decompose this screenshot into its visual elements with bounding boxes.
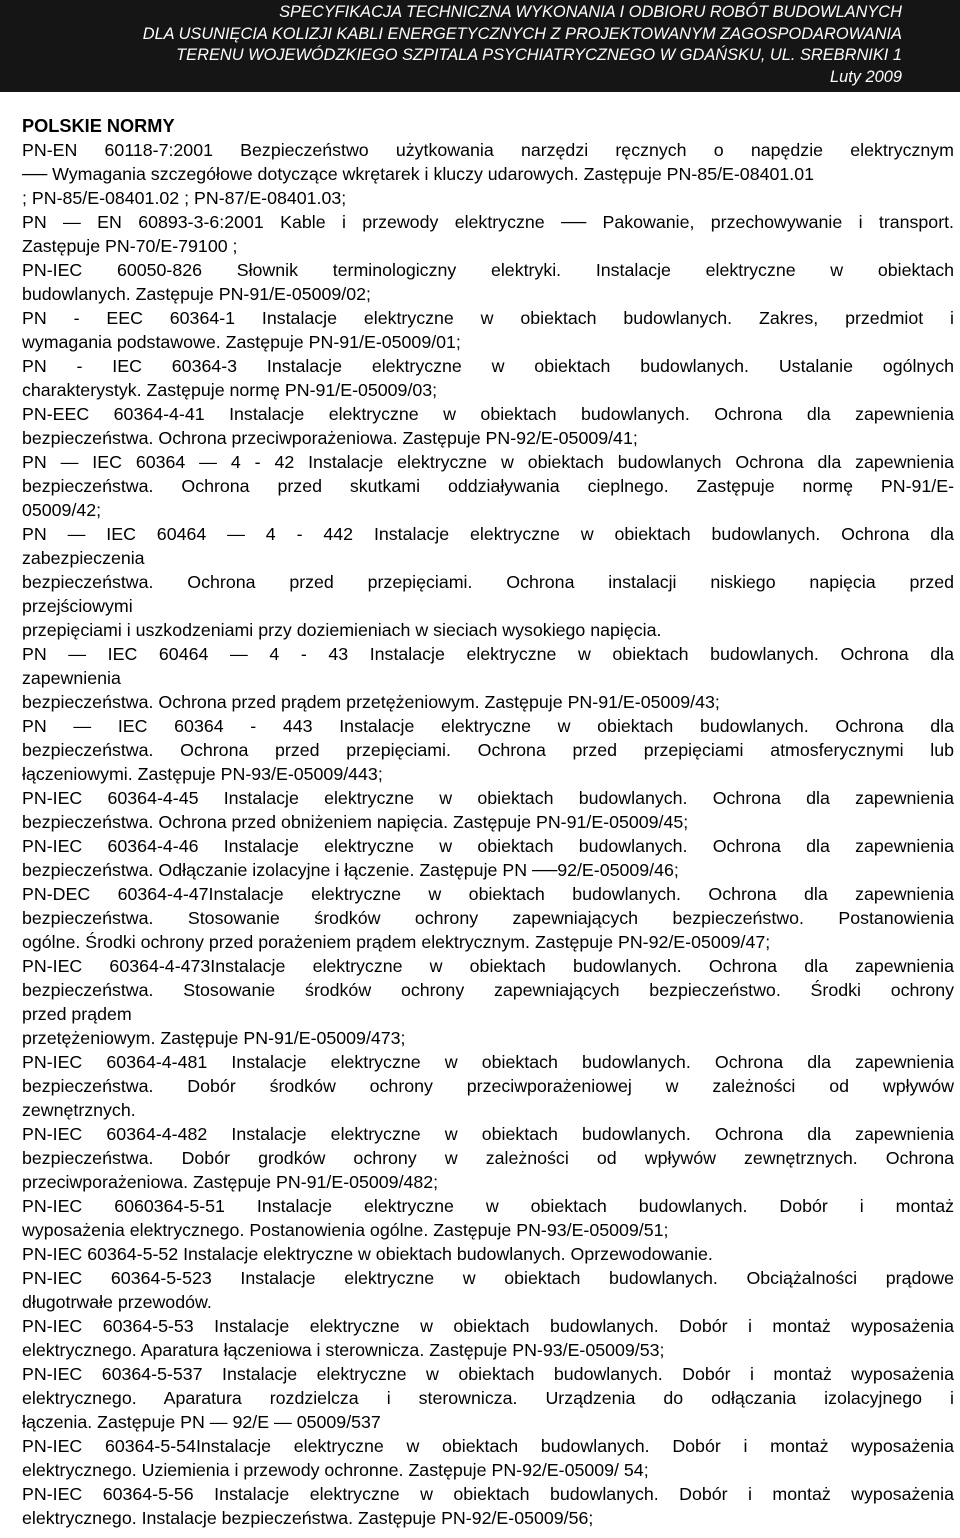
- text-line: PN-IEC 60364-5-53 Instalacje elektryczne w obiektach budowlanych. Dobór i montaż wyposażenia: [22, 1316, 954, 1336]
- text-line: bezpieczeństwa. Dobór grodków ochrony w zależności od wpływów zewnętrznych. Ochrona: [22, 1148, 954, 1168]
- header-date: Luty 2009: [830, 67, 902, 86]
- document-body: [22, 114, 954, 1530]
- text-line: PN-IEC 60364-4-481 Instalacje elektryczne w obiektach budowlanych. Ochrona dla zapewnienia: [22, 1052, 954, 1072]
- text-line: PN - IEC 60364-3 Instalacje elektryczne w obiektach budowlanych. Ustalanie ogólnych: [22, 356, 954, 376]
- text-line: zewnętrznych.: [22, 1100, 136, 1120]
- text-line: bezpieczeństwa. Dobór środków ochrony przeciwporażeniowej w zależności od wpływów: [22, 1076, 954, 1096]
- text-line: bezpieczeństwa. Ochrona przed prądem przetężeniowym. Zastępuje PN-91/E-05009/43;: [22, 692, 720, 712]
- text-line: przeciwporażeniowa. Zastępuje PN-91/E-05009/482;: [22, 1172, 439, 1192]
- text-line: przed prądem: [22, 1004, 132, 1024]
- text-line: przetężeniowym. Zastępuje PN-91/E-05009/473;: [22, 1028, 406, 1048]
- text-line: wymagania podstawowe. Zastępuje PN-91/E-05009/01;: [22, 332, 461, 352]
- text-line: elektrycznego. Uziemienia i przewody ochronne. Zastępuje PN-92/E-05009/ 54;: [22, 1460, 649, 1480]
- text-line: bezpieczeństwa. Odłączanie izolacyjne i łączenie. Zastępuje PN ──92/E-05009/46;: [22, 860, 679, 880]
- text-line: PN-IEC 60364-5-52 Instalacje elektryczne w obiektach budowlanych. Oprzewodowanie.: [22, 1244, 713, 1264]
- text-line: PN-IEC 60364-5-54Instalacje elektryczne w obiektach budowlanych. Dobór i montaż wyposażenia: [22, 1436, 954, 1456]
- text-line: łączenia. Zastępuje PN — 92/E — 05009/537: [22, 1412, 381, 1432]
- text-line: PN — IEC 60364 - 443 Instalacje elektryczne w obiektach budowlanych. Ochrona dla: [22, 716, 954, 736]
- text-line: PN-IEC 60364-4-473Instalacje elektryczne w obiektach budowlanych. Ochrona dla zapewnienia: [22, 956, 954, 976]
- text-line: ── Wymagania szczegółowe dotyczące wkrętarek i kluczy udarowych. Zastępuje PN-85/E-08401.01: [22, 164, 814, 184]
- section-title: POLSKIE NORMY: [22, 116, 175, 136]
- text-line: 05009/42;: [22, 500, 102, 520]
- text-line: PN - EEC 60364-1 Instalacje elektryczne w obiektach budowlanych. Zakres, przedmiot i: [22, 308, 954, 328]
- standards-list: [22, 138, 954, 1530]
- text-line: wyposażenia elektrycznego. Postanowienia ogólne. Zastępuje PN-93/E-05009/51;: [22, 1220, 669, 1240]
- text-line: PN-IEC 60364-4-46 Instalacje elektryczne w obiektach budowlanych. Ochrona dla zapewnienia: [22, 836, 954, 856]
- document-header: [0, 0, 960, 92]
- text-line: bezpieczeństwa. Stosowanie środków ochrony zapewniających bezpieczeństwo. Postanowienia: [22, 908, 954, 928]
- text-line: PN-IEC 60364-5-56 Instalacje elektryczne w obiektach budowlanych. Dobór i montaż wyposażenia: [22, 1484, 954, 1504]
- text-line: bezpieczeństwa. Ochrona przeciwporażeniowa. Zastępuje PN-92/E-05009/41;: [22, 428, 638, 448]
- text-line: PN-IEC 60364-4-482 Instalacje elektryczne w obiektach budowlanych. Ochrona dla zapewnienia: [22, 1124, 954, 1144]
- text-line: budowlanych. Zastępuje PN-91/E-05009/02;: [22, 284, 371, 304]
- text-line: PN-DEC 60364-4-47Instalacje elektryczne w obiektach budowlanych. Ochrona dla zapewnienia: [22, 884, 954, 904]
- text-line: bezpieczeństwa. Ochrona przed skutkami oddziaływania cieplnego. Zastępuje normę PN-91/E-: [22, 476, 954, 496]
- text-line: ; PN-85/E-08401.02 ; PN-87/E-08401.03;: [22, 188, 347, 208]
- text-line: elektrycznego. Aparatura łączeniowa i sterownicza. Zastępuje PN-93/E-05009/53;: [22, 1340, 665, 1360]
- text-line: PN — EN 60893-3-6:2001 Kable i przewody elektryczne ── Pakowanie, przechowywanie i transport.: [22, 212, 954, 232]
- text-line: Zastępuje PN-70/E-79100 ;: [22, 236, 238, 256]
- text-line: bezpieczeństwa. Ochrona przed przepięciami. Ochrona przed przepięciami atmosferycznymi lub: [22, 740, 954, 760]
- text-line: PN-IEC 60364-4-45 Instalacje elektryczne w obiektach budowlanych. Ochrona dla zapewnienia: [22, 788, 954, 808]
- text-line: zapewnienia: [22, 668, 121, 688]
- text-line: długotrwałe przewodów.: [22, 1292, 212, 1312]
- text-line: PN-EN 60118-7:2001 Bezpieczeństwo użytkowania narzędzi ręcznych o napędzie elektrycznym: [22, 140, 954, 160]
- text-line: zabezpieczenia: [22, 548, 145, 568]
- text-line: PN-EEC 60364-4-41 Instalacje elektryczne w obiektach budowlanych. Ochrona dla zapewnienia: [22, 404, 954, 424]
- text-line: PN-IEC 6060364-5-51 Instalacje elektryczne w obiektach budowlanych. Dobór i montaż: [22, 1196, 954, 1216]
- text-line: elektrycznego. Aparatura rozdzielcza i sterownicza. Urządzenia do odłączania izolacyjnego i: [22, 1388, 954, 1408]
- text-line: PN-IEC 60364-5-537 Instalacje elektryczne w obiektach budowlanych. Dobór i montaż wyposażenia: [22, 1364, 954, 1384]
- text-line: przepięciami i uszkodzeniami przy doziemieniach w sieciach wysokiego napięcia.: [22, 620, 662, 640]
- text-line: PN — IEC 60464 — 4 - 442 Instalacje elektryczne w obiektach budowlanych. Ochrona dla: [22, 524, 954, 544]
- text-line: bezpieczeństwa. Stosowanie środków ochrony zapewniających bezpieczeństwo. Środki ochrony: [22, 980, 954, 1000]
- text-line: bezpieczeństwa. Ochrona przed przepięciami. Ochrona instalacji niskiego napięcia przed: [22, 572, 954, 592]
- header-title-line-2: DLA USUNIĘCIA KOLIZJI KABLI ENERGETYCZNYCH Z PROJEKTOWANYM ZAGOSPODAROWANIA: [142, 24, 902, 43]
- header-title-line-1: SPECYFIKACJA TECHNICZNA WYKONANIA I ODBIORU ROBÓT BUDOWLANYCH: [279, 3, 902, 21]
- text-line: PN — IEC 60464 — 4 - 43 Instalacje elektryczne w obiektach budowlanych. Ochrona dla: [22, 644, 954, 664]
- text-line: przejściowymi: [22, 596, 133, 616]
- text-line: PN — IEC 60364 — 4 - 42 Instalacje elektryczne w obiektach budowlanych Ochrona dla zapewnienia: [22, 452, 954, 472]
- text-line: łączeniowymi. Zastępuje PN-93/E-05009/443;: [22, 764, 383, 784]
- text-line: ogólne. Środki ochrony przed porażeniem prądem elektrycznym. Zastępuje PN-92/E-05009/47;: [22, 932, 771, 952]
- text-line: bezpieczeństwa. Ochrona przed obniżeniem napięcia. Zastępuje PN-91/E-05009/45;: [22, 812, 689, 832]
- text-line: PN-IEC 60364-5-523 Instalacje elektryczne w obiektach budowlanych. Obciążalności prądowe: [22, 1268, 954, 1288]
- text-line: PN-IEC 60050-826 Słownik terminologiczny elektryki. Instalacje elektryczne w obiektach: [22, 260, 954, 280]
- header-title-line-3: TERENU WOJEWÓDZKIEGO SZPITALA PSYCHIATRYCZNEGO W GDAŃSKU, UL. SREBRNIKI 1: [176, 46, 902, 64]
- text-line: charakterystyk. Zastępuje normę PN-91/E-05009/03;: [22, 380, 438, 400]
- text-line: elektrycznego. Instalacje bezpieczeństwa. Zastępuje PN-92/E-05009/56;: [22, 1508, 594, 1528]
